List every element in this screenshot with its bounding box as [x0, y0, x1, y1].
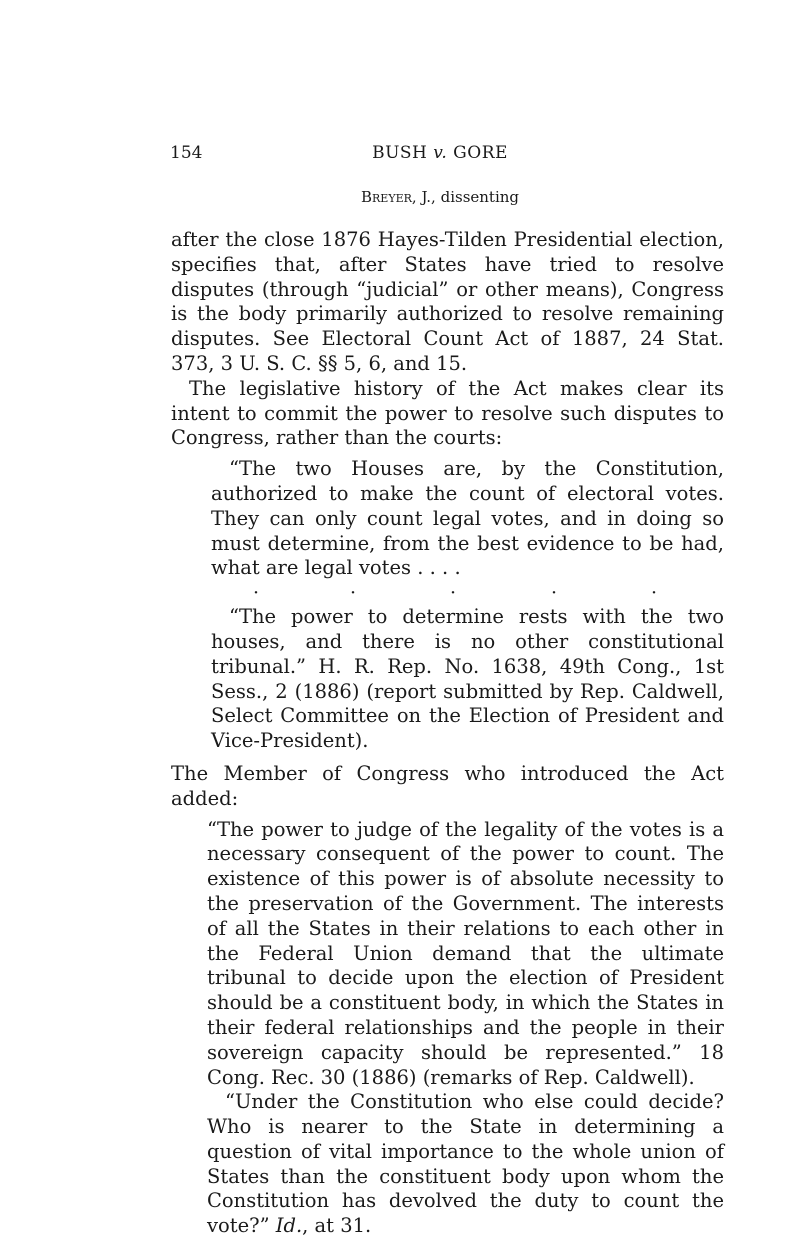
opinion-subhead	[100, 188, 780, 206]
quote-4-cite-rest: , at 31.	[302, 1214, 372, 1238]
ellipsis-dots	[211, 581, 724, 605]
dot-4: ·	[551, 582, 558, 605]
case-title-part1: BUSH	[372, 143, 434, 163]
quote-1: “The two Houses are, by the Constitution, authorized to make the count of electoral votes. They can only count legal votes, and in doing so must determine, from the best evidence to be had, what are legal votes . . . .	[211, 457, 724, 580]
quote-4-cite-italic: Id.	[275, 1214, 303, 1238]
case-title-v: v.	[433, 143, 448, 163]
page-number: 154	[170, 143, 203, 163]
running-head	[100, 143, 780, 163]
block-quote	[207, 818, 724, 1239]
case-title-part2: GORE	[447, 143, 508, 163]
paragraph-2: The legislative history of the Act makes clear its intent to commit the power to resolve such disputes to Congress, rather than the courts:	[171, 376, 724, 450]
justice-suffix: , J., dissenting	[411, 188, 520, 206]
opinion-body	[171, 228, 724, 1239]
dot-3: ·	[450, 582, 457, 605]
paragraph-3: The Member of Congress who introduced the Act added:	[171, 761, 724, 810]
dot-1: ·	[253, 582, 260, 605]
paragraph-1: after the close 1876 Hayes-Tilden Presidential election, specifies that, after States have tried to resolve disputes (through “judicial” or other means), Congress is the body primarily authorized to resolve remaining disputes. See Electoral Count Act of 1887, 24 Stat. 373, 3 U. S. C. §§ 5, 6, and 15.	[171, 228, 724, 375]
justice-name: Breyer	[360, 188, 412, 206]
quote-3: “The power to judge of the legality of the votes is a necessary consequent of the power to count. The existence of this power is of absolute necessity to the preservation of the Government. The interests of all the States in their relations to each other in the Federal Union demand that the ultimate tribunal to decide upon the election of President should be a constituent body, in which the States in their federal relationships and the people in their sovereign capacity should be represented.” 18 Cong. Rec. 30 (1886) (remarks of Rep. Caldwell).	[207, 817, 724, 1089]
dot-5: ·	[651, 582, 658, 605]
dot-2: ·	[350, 582, 357, 605]
quote-4-main: “Under the Constitution who else could decide? Who is nearer to the State in determining a question of vital importance to the whole union of States than the constituent body upon whom the Constitution has devolved the duty to count the vote?”	[207, 1090, 724, 1238]
quote-4	[207, 1090, 724, 1239]
quote-2: “The power to determine rests with the two houses, and there is no other constitutional tribunal.” H. R. Rep. No. 1638, 49th Cong., 1st Sess., 2 (1886) (report submitted by Rep. Caldwell, Select Committee on the Election of President and Vice-President).	[211, 605, 724, 753]
